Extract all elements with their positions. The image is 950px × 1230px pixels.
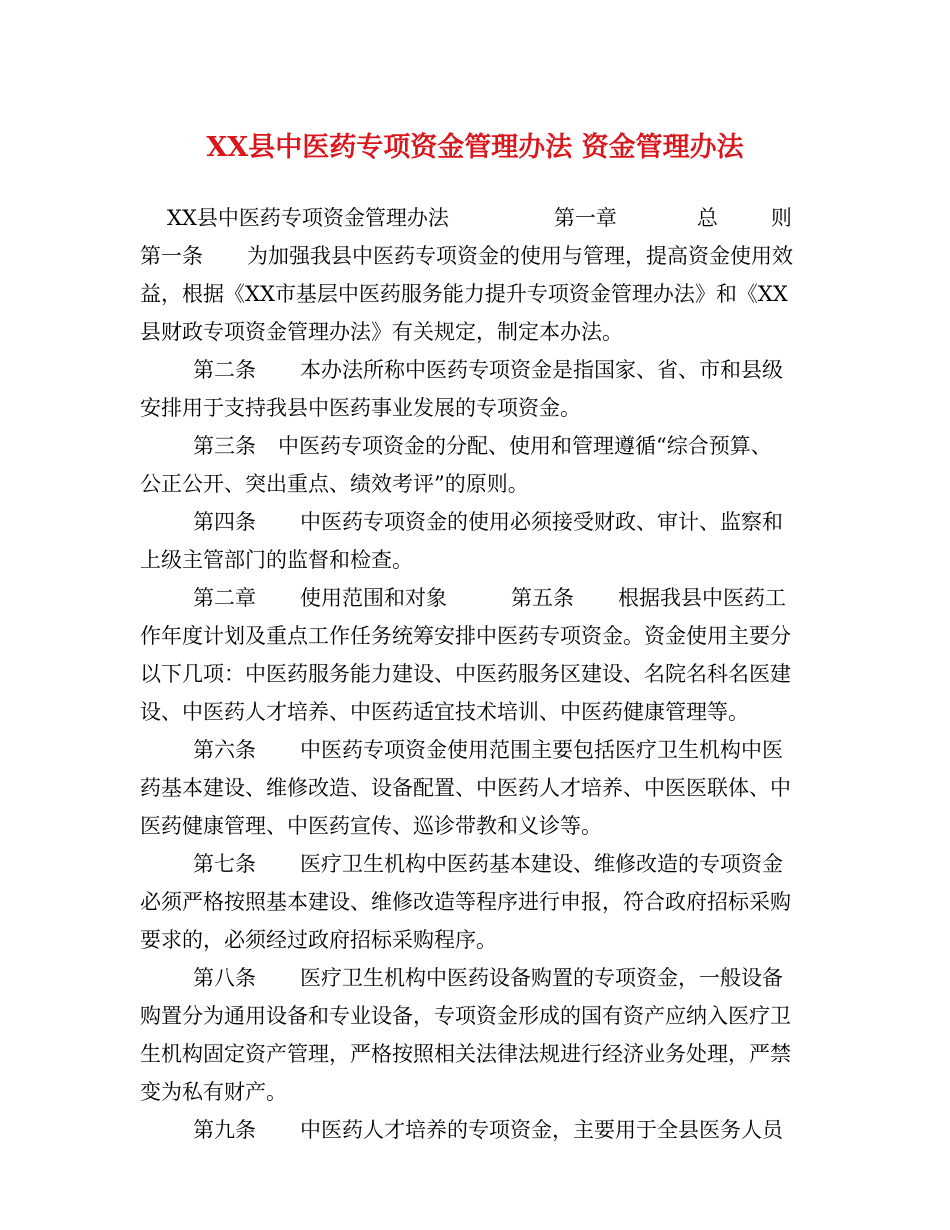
text-line: [140, 807, 812, 845]
text-line: [140, 1073, 812, 1111]
text-segment: 购置分为通用设备和专业设备，专项资金形成的国有资产应纳入医疗卫: [140, 1004, 791, 1028]
text-line: [140, 427, 812, 465]
text-segment: 作年度计划及重点工作任务统筹安排中医药专项资金。资金使用主要分: [140, 624, 791, 648]
text-line: [140, 1111, 812, 1149]
text-line: [140, 541, 812, 579]
text-segment: 医药健康管理、中医药宣传、巡诊带教和义诊等。: [140, 814, 602, 838]
text-line: [140, 769, 812, 807]
text-line: [140, 921, 812, 959]
text-line: [140, 1035, 812, 1073]
text-segment: 中医药专项资金的分配、使用和管理遵循“综合预算、: [278, 434, 772, 458]
text-segment: 中医药专项资金的使用必须接受财政、审计、监察和: [300, 510, 783, 534]
text-segment: 公正公开、突出重点、绩效考评”的原则。: [140, 472, 529, 496]
text-segment: 要求的，必须经过政府招标采购程序。: [140, 928, 497, 952]
text-line: [140, 389, 812, 427]
text-line: [140, 655, 812, 693]
text-segment: 药基本建设、维修改造、设备配置、中医药人才培养、中医医联体、中: [140, 776, 791, 800]
text-line: [140, 275, 812, 313]
document-body: [140, 199, 812, 1149]
text-segment: 第二条: [193, 358, 256, 382]
text-line: [140, 617, 812, 655]
text-segment: 为加强我县中医药专项资金的使用与管理，提高资金使用效: [247, 244, 793, 268]
text-segment: 安排用于支持我县中医药事业发展的专项资金。: [140, 396, 581, 420]
text-segment: 第二章: [193, 586, 256, 610]
text-line: [140, 237, 812, 275]
text-line: [140, 351, 812, 389]
text-segment: 必须严格按照基本建设、维修改造等程序进行申报，符合政府招标采购: [140, 890, 791, 914]
text-segment: 第八条: [193, 966, 256, 990]
text-segment: 本办法所称中医药专项资金是指国家、省、市和县级: [300, 358, 783, 382]
text-segment: 医疗卫生机构中医药设备购置的专项资金，一般设备: [300, 966, 783, 990]
text-segment: 益，根据《XX市基层中医药服务能力提升专项资金管理办法》和《XX: [140, 282, 788, 306]
document-title: XX县中医药专项资金管理办法 资金管理办法: [206, 132, 744, 163]
text-line: [140, 465, 812, 503]
text-segment: 县财政专项资金管理办法》有关规定，制定本办法。: [140, 320, 623, 344]
text-segment: 总: [696, 206, 718, 230]
text-line: [140, 313, 812, 351]
text-segment: 生机构固定资产管理，严格按照相关法律法规进行经济业务处理，严禁: [140, 1042, 791, 1066]
text-segment: XX县中医药专项资金管理办法: [167, 206, 449, 230]
text-segment: 上级主管部门的监督和检查。: [140, 548, 413, 572]
text-line: [140, 693, 812, 731]
text-segment: 变为私有财产。: [140, 1080, 287, 1104]
text-segment: 第九条: [193, 1118, 256, 1142]
text-line: [140, 579, 812, 617]
text-line: [140, 199, 812, 237]
text-segment: 使用范围和对象: [300, 586, 447, 610]
text-segment: 第七条: [193, 852, 256, 876]
text-segment: 则: [770, 206, 792, 230]
text-segment: 根据我县中医药工: [618, 586, 786, 610]
text-segment: 第一章: [553, 206, 617, 230]
text-segment: 第三条: [193, 434, 256, 458]
text-segment: 医疗卫生机构中医药基本建设、维修改造的专项资金: [300, 852, 783, 876]
text-line: [140, 883, 812, 921]
text-segment: 中医药专项资金使用范围主要包括医疗卫生机构中医: [300, 738, 783, 762]
text-line: [140, 845, 812, 883]
text-segment: 第四条: [193, 510, 256, 534]
text-segment: 设、中医药人才培养、中医药适宜技术培训、中医药健康管理等。: [140, 700, 749, 724]
text-segment: 第六条: [193, 738, 256, 762]
text-segment: 中医药人才培养的专项资金，主要用于全县医务人员: [300, 1118, 783, 1142]
text-segment: 以下几项：中医药服务能力建设、中医药服务区建设、名院名科名医建: [140, 662, 791, 686]
text-segment: 第一条: [140, 244, 203, 268]
text-line: [140, 731, 812, 769]
text-segment: 第五条: [511, 586, 574, 610]
text-line: [140, 997, 812, 1035]
text-line: [140, 503, 812, 541]
text-line: [140, 959, 812, 997]
